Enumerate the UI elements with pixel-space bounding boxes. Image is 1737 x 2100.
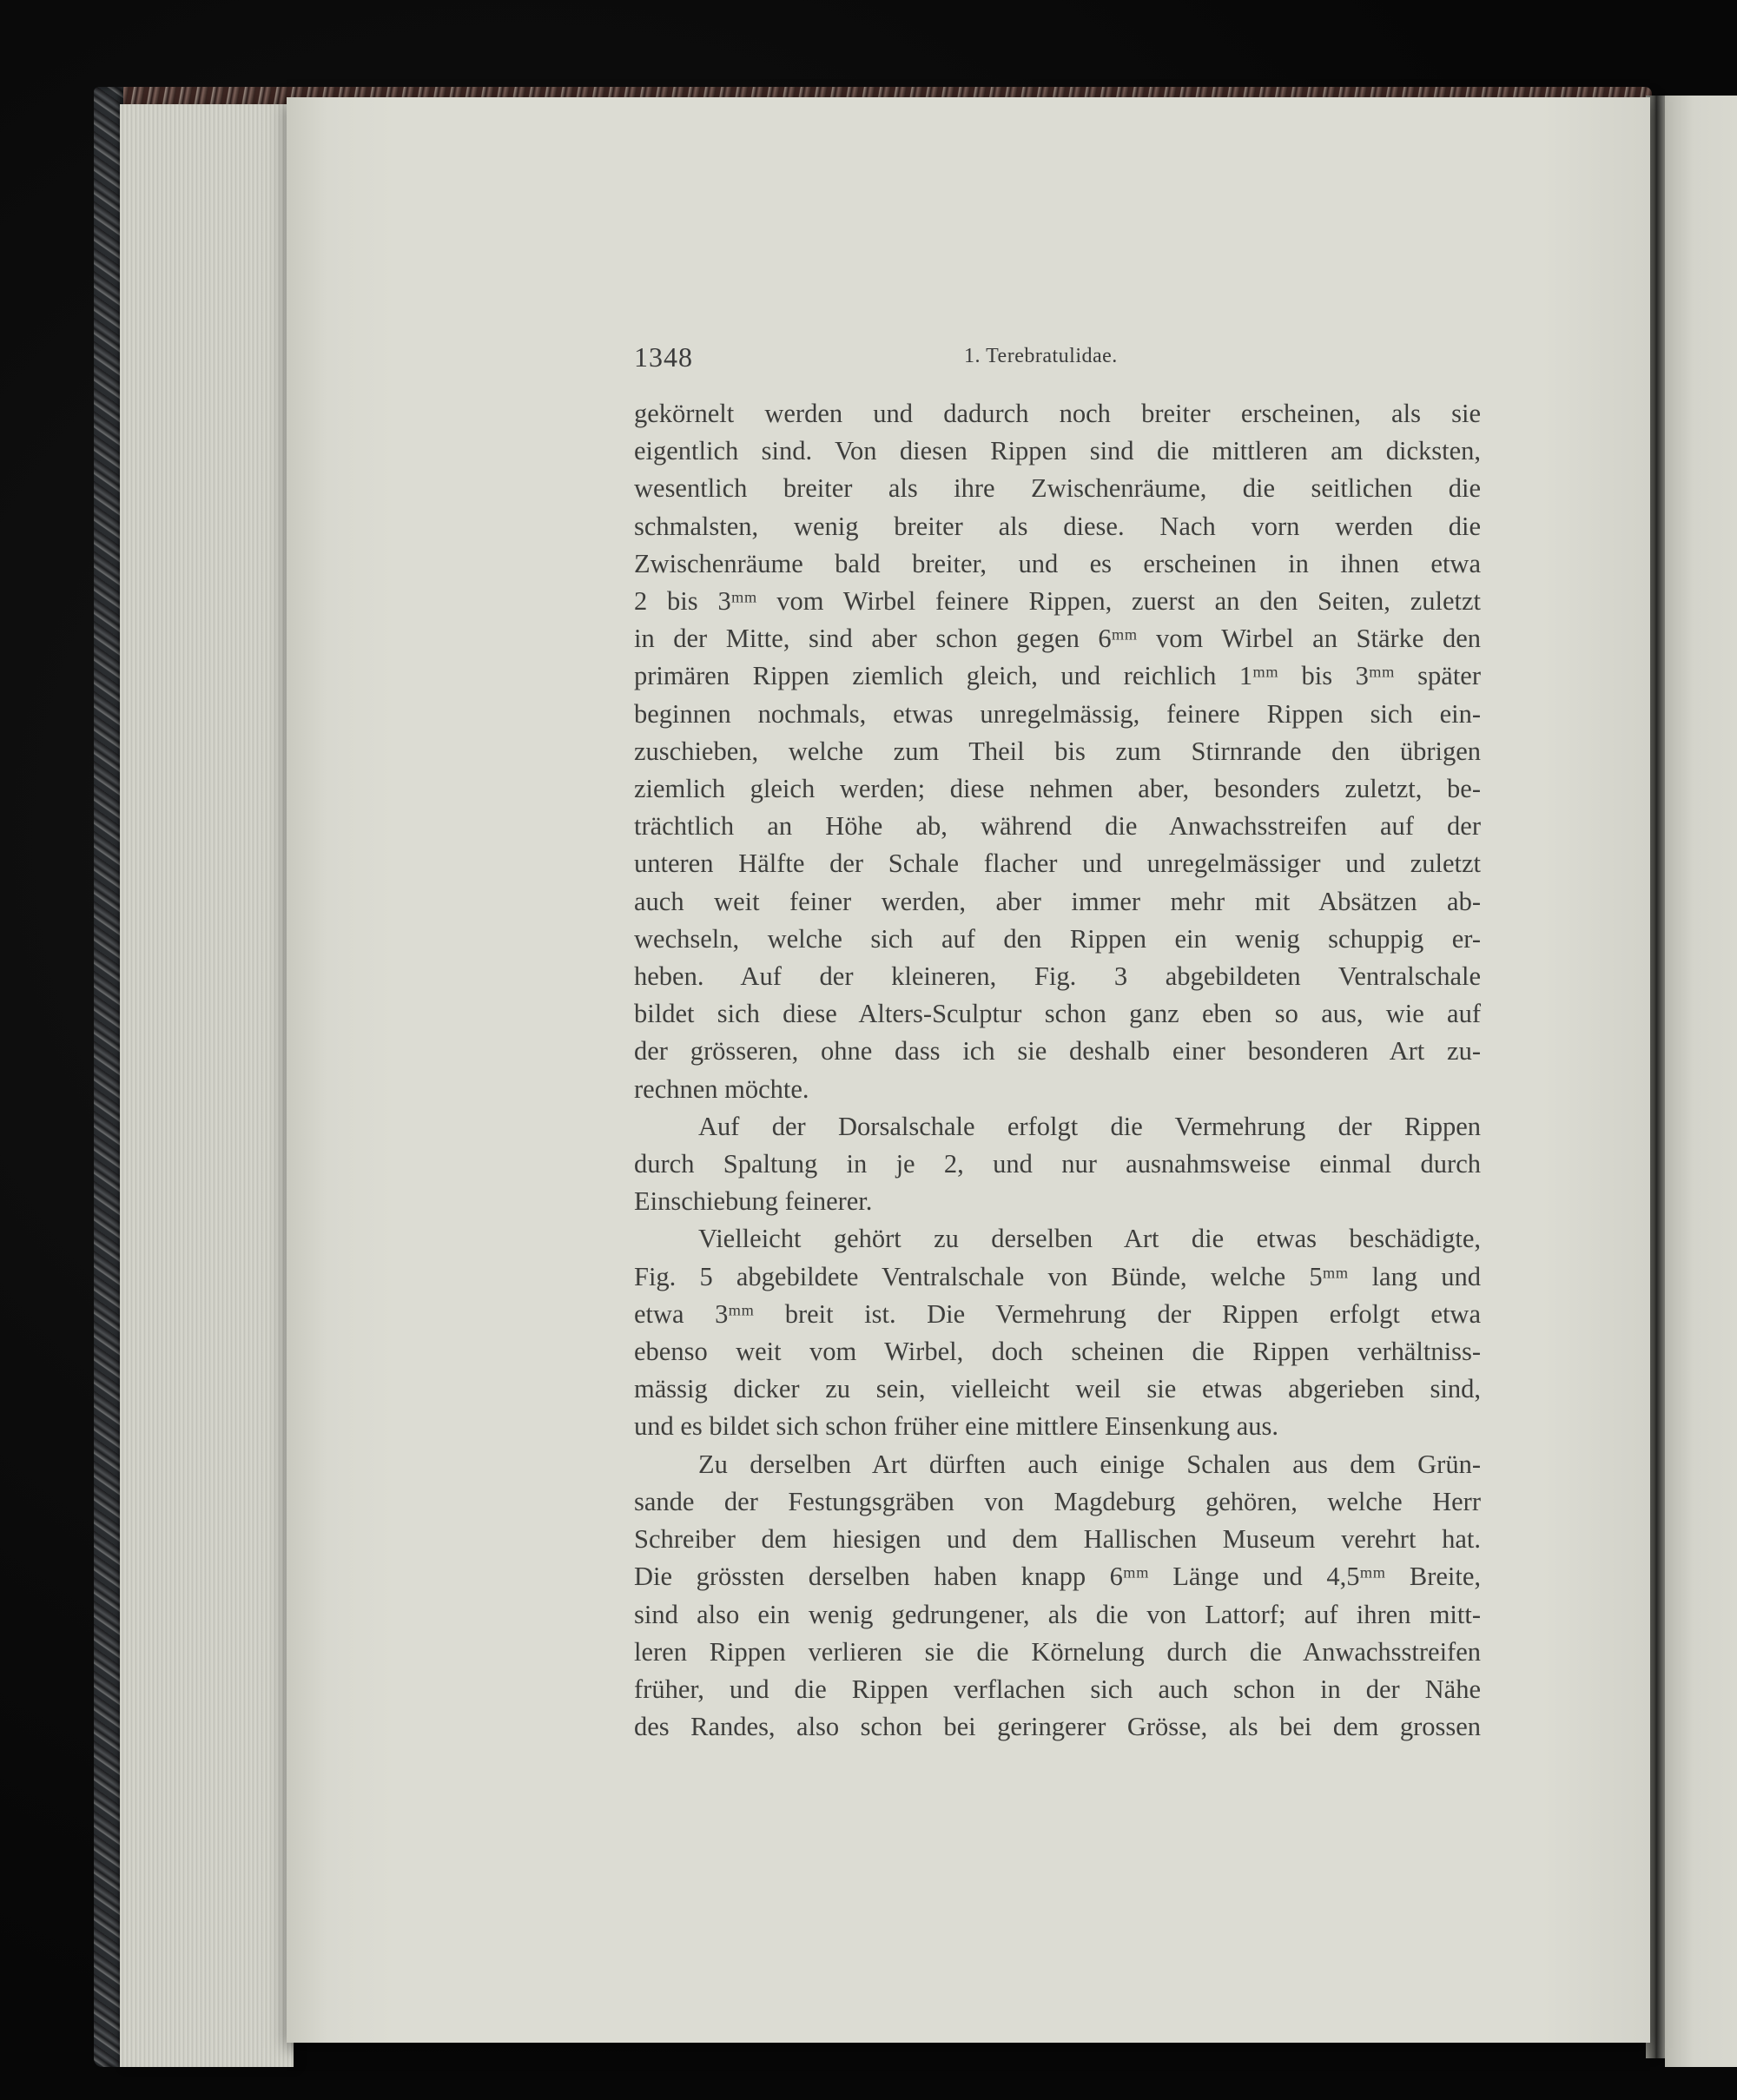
text-line: und es bildet sich schon früher eine mittlere Einsenkung aus. — [634, 1411, 1278, 1442]
body-text — [634, 395, 1481, 1746]
text-line: leren Rippen verlieren sie die Körnelung durch die Anwachsstreifen — [634, 1636, 1481, 1667]
text-line: Zwischenräume bald breiter, und es erscheinen in ihnen etwa — [634, 548, 1481, 578]
page-edges-stack — [120, 104, 294, 2067]
text-line: auch weit feiner werden, aber immer mehr mit Absätzen ab- — [634, 886, 1481, 916]
text-line: unteren Hälfte der Schale flacher und unregelmässiger und zuletzt — [634, 849, 1481, 879]
text-line: wesentlich breiter als ihre Zwischenräume, die seitlichen die — [634, 473, 1481, 504]
page-number: 1348 — [634, 341, 693, 373]
text-line: primären Rippen ziemlich gleich, und reichlich 1ᵐᵐ bis 3ᵐᵐ später — [634, 661, 1481, 691]
text-line: zuschieben, welche zum Theil bis zum Stirnrande den übrigen — [634, 736, 1481, 766]
text-line: gekörnelt werden und dadurch noch breiter erscheinen, als sie — [634, 399, 1481, 428]
text-line: ziemlich gleich werden; diese nehmen aber, besonders zuletzt, be- — [634, 774, 1481, 804]
running-head — [634, 341, 1494, 385]
text-line: etwa 3ᵐᵐ breit ist. Die Vermehrung der Rippen erfolgt etwa — [634, 1298, 1481, 1329]
text-line: des Randes, also schon bei geringerer Grösse, als bei dem grossen — [634, 1712, 1481, 1742]
text-line: trächtlich an Höhe ab, während die Anwachsstreifen auf der — [634, 811, 1481, 842]
text-line: durch Spaltung in je 2, und nur ausnahmsweise einmal durch — [634, 1149, 1481, 1179]
section-title: 1. Terebratulidae. — [964, 345, 1118, 367]
text-line: Die grössten derselben haben knapp 6ᵐᵐ Länge und 4,5ᵐᵐ Breite, — [634, 1562, 1481, 1592]
text-line: eigentlich sind. Von diesen Rippen sind die mittleren am dicksten, — [634, 436, 1481, 466]
text-line: ebenso weit vom Wirbel, doch scheinen die Rippen verhältniss- — [634, 1337, 1481, 1367]
facing-page-edge — [1665, 96, 1737, 2067]
text-line: Einschiebung feinerer. — [634, 1186, 873, 1217]
text-line: Vielleicht gehört zu derselben Art die etwas beschädigte, — [698, 1224, 1481, 1254]
text-line: Zu derselben Art dürften auch einige Schalen aus dem Grün- — [698, 1449, 1481, 1479]
text-line: mässig dicker zu sein, vielleicht weil sie etwas abgerieben sind, — [634, 1374, 1481, 1404]
text-line: sande der Festungsgräben von Magdeburg gehören, welche Herr — [634, 1486, 1481, 1516]
text-line: Auf der Dorsalschale erfolgt die Vermehrung der Rippen — [698, 1111, 1481, 1141]
text-line: Schreiber dem hiesigen und dem Hallischen Museum verehrt hat. — [634, 1524, 1481, 1555]
book-cover-spine-edge — [94, 87, 123, 2067]
text-line: heben. Auf der kleineren, Fig. 3 abgebildeten Ventralschale — [634, 961, 1481, 992]
text-line: sind also ein wenig gedrungener, als die von Lattorf; auf ihren mitt- — [634, 1599, 1481, 1629]
text-line: Fig. 5 abgebildete Ventralschale von Bünde, welche 5ᵐᵐ lang und — [634, 1261, 1481, 1291]
text-line: wechseln, welche sich auf den Rippen ein wenig schuppig er- — [634, 923, 1481, 954]
text-line: der grösseren, ohne dass ich sie deshalb einer besonderen Art zu- — [634, 1036, 1481, 1067]
text-line: beginnen nochmals, etwas unregelmässig, feinere Rippen sich ein- — [634, 698, 1481, 729]
text-line: rechnen möchte. — [634, 1073, 809, 1104]
text-line: in der Mitte, sind aber schon gegen 6ᵐᵐ vom Wirbel an Stärke den — [634, 624, 1481, 654]
text-line: bildet sich diese Alters-Sculptur schon ganz eben so aus, wie auf — [634, 999, 1481, 1029]
text-line: früher, und die Rippen verflachen sich auch schon in der Nähe — [634, 1674, 1481, 1704]
text-line: 2 bis 3ᵐᵐ vom Wirbel feinere Rippen, zuerst an den Seiten, zuletzt — [634, 586, 1481, 617]
text-line: schmalsten, wenig breiter als diese. Nach vorn werden die — [634, 511, 1481, 541]
